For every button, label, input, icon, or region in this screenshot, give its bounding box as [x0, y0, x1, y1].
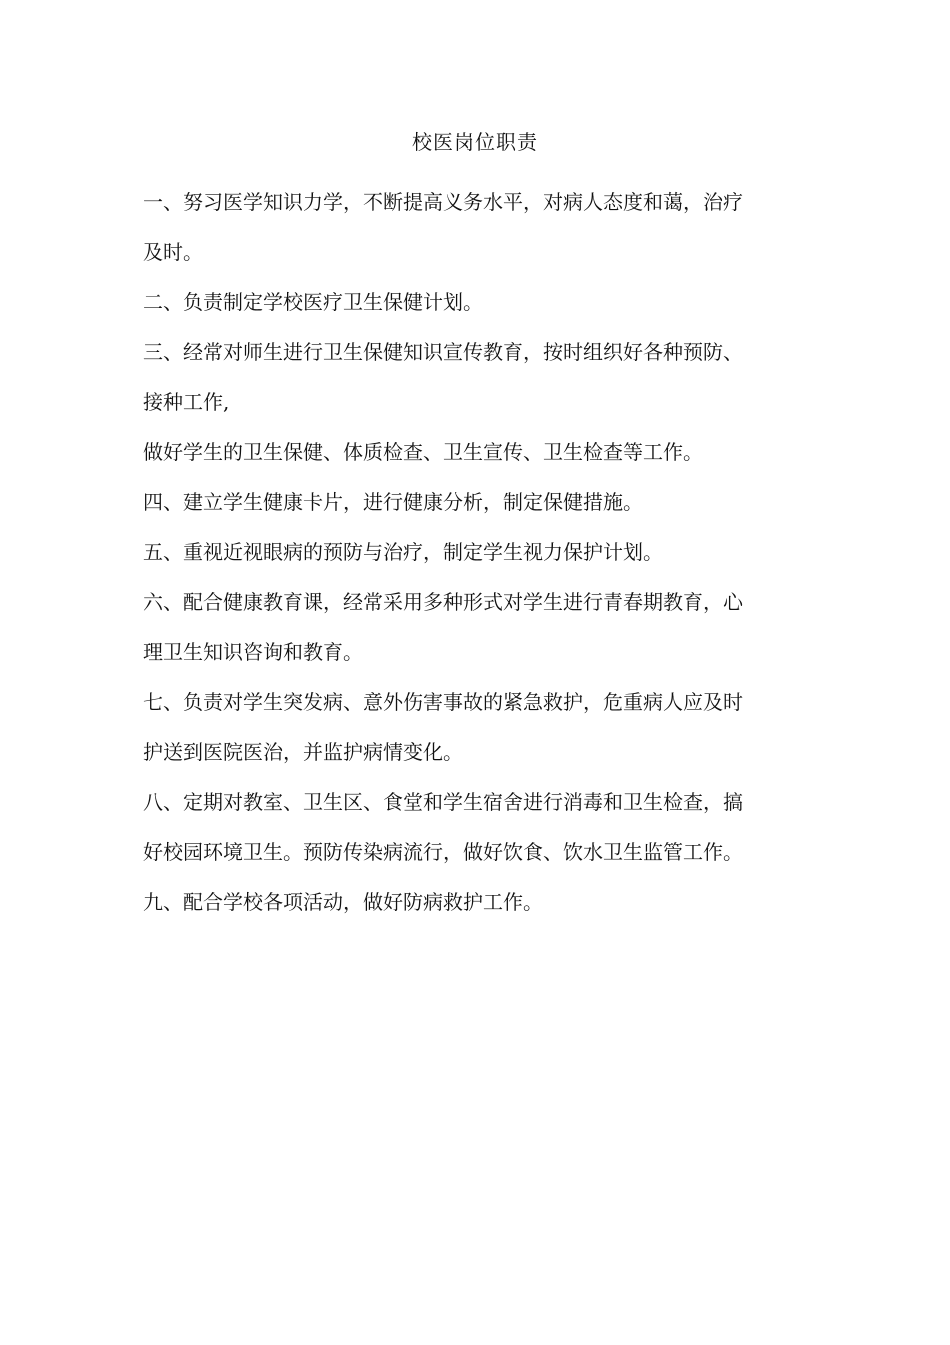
page-title: 校医岗位职责: [412, 130, 538, 154]
text-line-2: 及时。: [143, 240, 203, 264]
duty-list: [143, 177, 773, 927]
text-line-5: 接种工作,: [143, 390, 230, 414]
text-line-7: 四、建立学生健康卡片，进行健康分析，制定保健措施。: [143, 490, 643, 514]
text-line-12: 护送到医院医治，并监护病情变化。: [143, 740, 463, 764]
text-line-11: 七、负责对学生突发病、意外伤害事故的紧急救护，危重病人应及时: [143, 690, 743, 714]
text-line-8: 五、重视近视眼病的预防与治疗，制定学生视力保护计划。: [143, 540, 663, 564]
text-line-1: 一、努习医学知识力学，不断提高义务水平，对病人态度和蔼，治疗: [143, 190, 743, 214]
text-line-15: 九、配合学校各项活动，做好防病救护工作。: [143, 890, 543, 914]
text-line-9: 六、配合健康教育课，经常采用多种形式对学生进行青春期教育，心: [143, 590, 743, 614]
text-line-13: 八、定期对教室、卫生区、食堂和学生宿舍进行消毒和卫生检查，搞: [143, 790, 743, 814]
text-line-6: 做好学生的卫生保健、体质检查、卫生宣传、卫生检查等工作。: [143, 440, 703, 464]
text-line-14: 好校园环境卫生。预防传染病流行，做好饮食、饮水卫生监管工作。: [143, 840, 743, 864]
text-line-10: 理卫生知识咨询和教育。: [143, 640, 363, 664]
text-line-3: 二、负责制定学校医疗卫生保健计划。: [143, 290, 483, 314]
text-line-4: 三、经常对师生进行卫生保健知识宣传教育，按时组织好各种预防、: [143, 340, 743, 364]
